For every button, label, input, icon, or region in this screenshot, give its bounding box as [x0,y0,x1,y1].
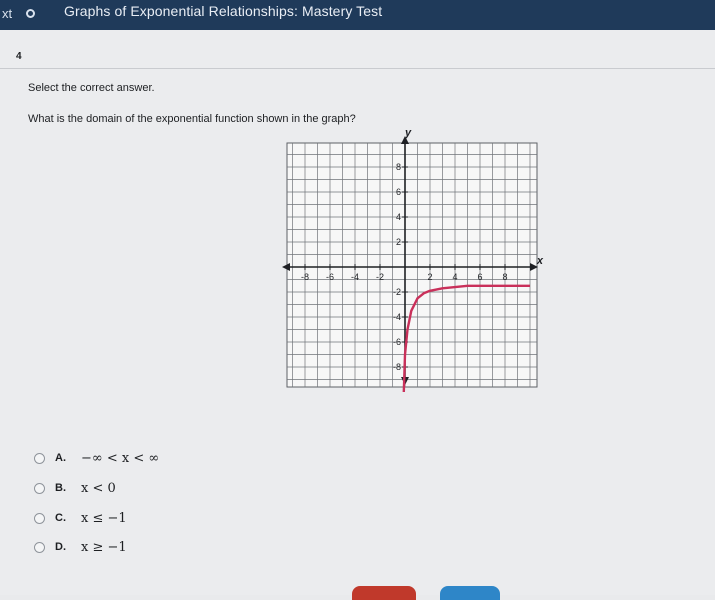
option-text: x < 0 [81,480,116,496]
option-b[interactable] [34,480,116,496]
graph [280,127,543,388]
x-axis-label: x [536,255,543,267]
option-text: x ≥ −1 [81,539,127,555]
x-tick-label: -6 [325,272,335,282]
x-tick-label: -8 [300,272,310,282]
option-letter: A. [55,452,66,464]
main-content [0,30,715,595]
y-tick-label: -2 [392,287,401,297]
instruction-text: Select the correct answer. [28,82,155,94]
option-c[interactable] [34,510,127,526]
y-tick-label: 8 [395,162,401,172]
x-tick-label: 8 [502,272,508,282]
topbar-left-text[interactable]: xt [2,6,13,21]
y-tick-label: -8 [392,362,401,372]
x-axis-arrow-left-icon [282,263,290,271]
question-number: 4 [16,51,22,62]
x-tick-label: 2 [427,272,433,282]
radio-button[interactable] [34,453,45,464]
x-tick-label: 6 [477,272,483,282]
y-tick-label: 4 [395,212,401,222]
question-text: What is the domain of the exponential function shown in the graph? [28,113,356,125]
y-axis-label: y [404,127,412,139]
y-tick-label: -4 [392,312,401,322]
page-title: Graphs of Exponential Relationships: Mastery Test [64,3,383,19]
option-text: x ≤ −1 [81,510,127,526]
radio-button[interactable] [34,513,45,524]
x-tick-label: 4 [452,272,458,282]
option-letter: C. [55,512,66,524]
x-tick-label: -4 [350,272,360,282]
radio-button[interactable] [34,542,45,553]
divider [0,68,715,69]
red-button[interactable] [352,586,416,600]
option-text: −∞ < x < ∞ [81,450,160,466]
y-tick-label: 2 [395,237,401,247]
blue-button[interactable] [440,586,500,600]
option-d[interactable] [34,539,127,555]
x-tick-label: -2 [375,272,385,282]
option-letter: D. [55,541,66,553]
option-letter: B. [55,482,66,494]
y-tick-label: -6 [392,337,401,347]
status-dot-icon [26,9,35,18]
y-tick-label: 6 [395,187,401,197]
option-a[interactable] [34,450,159,466]
top-bar [0,0,715,30]
radio-button[interactable] [34,483,45,494]
